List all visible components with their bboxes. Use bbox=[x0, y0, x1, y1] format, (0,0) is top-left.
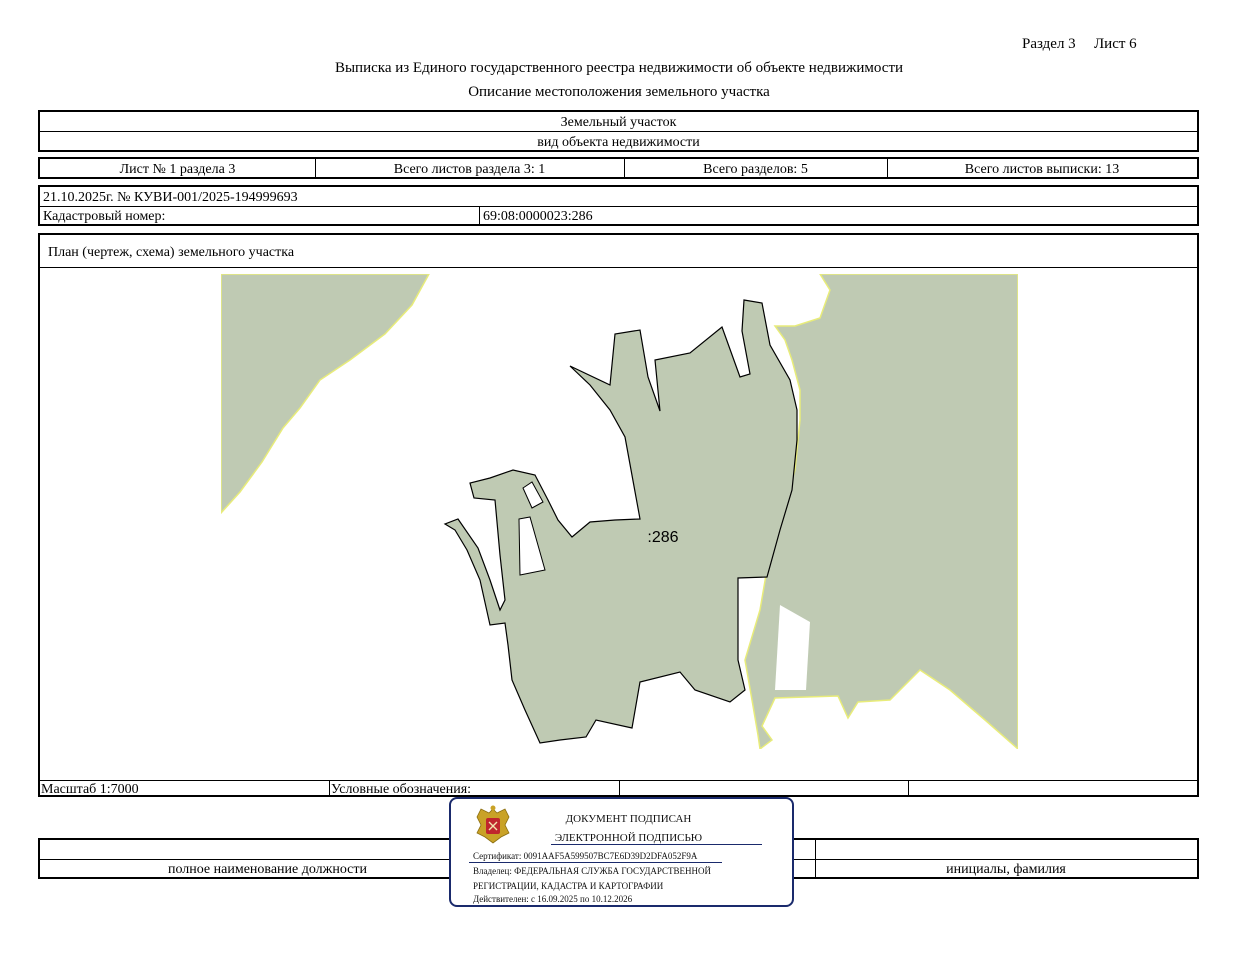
name-caption: инициалы, фамилия bbox=[946, 862, 1066, 877]
neighbor-area-northwest bbox=[221, 274, 429, 513]
document-subtitle: Описание местоположения земельного участка bbox=[468, 84, 770, 100]
stamp-line-2: ЭЛЕКТРОННОЙ ПОДПИСЬЮ bbox=[554, 832, 703, 844]
section-number: Раздел 3 bbox=[1022, 36, 1076, 52]
sheet-of-section: Лист № 1 раздела 3 bbox=[119, 162, 236, 177]
total-sheets-extract: Всего листов выписки: 13 bbox=[964, 162, 1120, 177]
object-type-caption: вид объекта недвижимости bbox=[537, 135, 700, 150]
total-sections: Всего разделов: 5 bbox=[703, 162, 808, 177]
cadastral-number-label: Кадастровый номер: bbox=[43, 209, 166, 224]
plan-title: План (чертеж, схема) земельного участка bbox=[48, 245, 295, 260]
document-title: Выписка из Единого государственного реестра недвижимости об объекте недвижимости bbox=[334, 60, 904, 76]
legend-label: Условные обозначения: bbox=[331, 782, 472, 797]
sheet-number: Лист 6 bbox=[1094, 36, 1137, 52]
stamp-valid-dates: Действителен: с 16.09.2025 по 10.12.2026 bbox=[473, 894, 633, 904]
parcel-286 bbox=[445, 300, 797, 743]
stamp-owner-line-2: РЕГИСТРАЦИИ, КАДАСТРА И КАРТОГРАФИИ bbox=[473, 881, 664, 891]
electronic-signature-stamp bbox=[449, 797, 794, 907]
position-caption: полное наименование должности bbox=[167, 862, 368, 877]
stamp-certificate: Сертификат: 0091AAF5A599507BC7E6D39D2DFA052F9A bbox=[473, 851, 698, 861]
stamp-line-1: ДОКУМЕНТ ПОДПИСАН bbox=[565, 813, 692, 825]
scale-label: Масштаб 1:7000 bbox=[41, 782, 139, 797]
date-and-number: 21.10.2025г. № КУВИ-001/2025-194999693 bbox=[43, 190, 298, 205]
cadastral-number-value: 69:08:0000023:286 bbox=[483, 209, 593, 224]
object-type: Земельный участок bbox=[560, 115, 677, 130]
total-sheets-section: Всего листов раздела 3: 1 bbox=[393, 162, 546, 177]
parcel-label: :286 bbox=[647, 529, 679, 546]
coat-of-arms-icon bbox=[471, 803, 515, 847]
stamp-owner-line-1: Владелец: ФЕДЕРАЛЬНАЯ СЛУЖБА ГОСУДАРСТВЕННОЙ bbox=[473, 866, 712, 876]
